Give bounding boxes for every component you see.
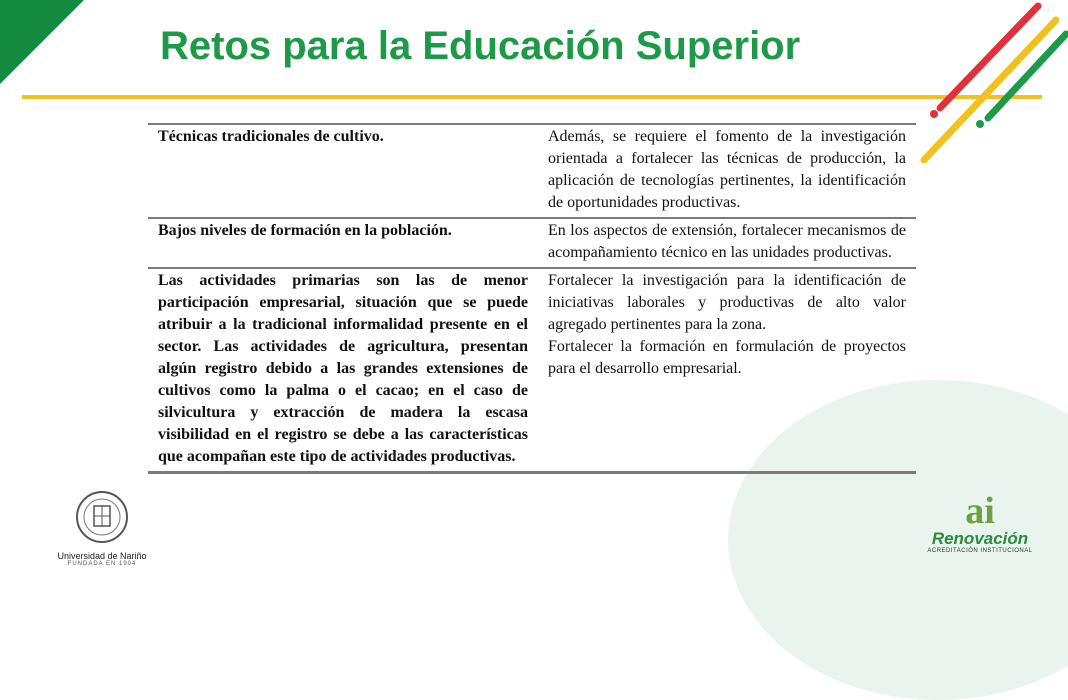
challenge-cell: Las actividades primarias son las de menor participación empresarial, situación que se puede atribuir a la tradicional informalidad presente en el sector. Las actividades de agricultura, presentan algún registro debido a las grandes extensiones de cultivos como la palma o el cacao; en el caso de silvicultura y extracción de madera la escasa visibilidad en el registro se debe a las características que acompañan este tipo de actividades productivas.	[158, 272, 528, 465]
university-founded: FUNDADA EN 1904	[67, 561, 137, 567]
slide-title: Retos para la Educación Superior	[160, 24, 801, 68]
challenge-cell: Técnicas tradicionales de cultivo.	[158, 128, 384, 145]
university-name: Universidad de Nariño	[57, 551, 147, 561]
corner-triangle	[0, 0, 84, 84]
action-cell	[538, 218, 916, 268]
action-text: Fortalecer la formación en formulación de proyectos para el desarrollo empresarial.	[548, 338, 906, 377]
action-text: En los aspectos de extensión, fortalecer mecanismos de acompañamiento técnico en las unidades productivas.	[548, 222, 906, 261]
challenge-cell: Bajos niveles de formación en la población.	[158, 222, 452, 239]
renovacion-mark: ai	[965, 490, 995, 532]
renovacion-subtitle: ACREDITACIÓN INSTITUCIONAL	[927, 548, 1033, 554]
action-text: Fortalecer la investigación para la identificación de iniciativas laborales y productivas de alto valor agregado pertinentes para la zona.	[548, 272, 906, 333]
action-cell	[538, 124, 916, 218]
university-seal-icon	[75, 490, 129, 544]
title-underline	[22, 95, 1042, 99]
renovacion-word: Renovación	[931, 529, 1029, 548]
table-row	[148, 124, 916, 218]
renovacion-logo	[925, 492, 1035, 554]
challenges-table	[148, 123, 916, 474]
table-row	[148, 268, 916, 473]
table-row	[148, 218, 916, 268]
action-text: Además, se requiere el fomento de la investigación orientada a fortalecer las técnicas de producción, la aplicación de tecnologías pertinentes, la identificación de oportunidades productivas.	[548, 128, 906, 211]
decorative-stripes	[910, 0, 1068, 170]
action-cell	[538, 268, 916, 473]
university-logo	[42, 490, 162, 567]
